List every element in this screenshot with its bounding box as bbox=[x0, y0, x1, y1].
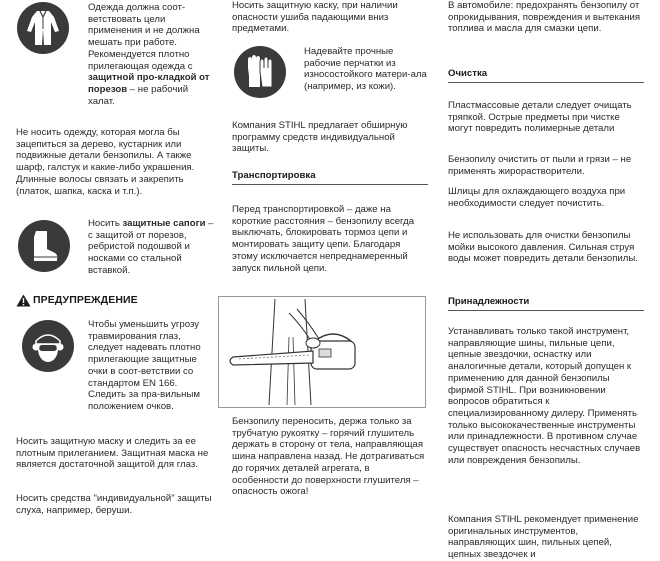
plastic-parts-paragraph: Пластмассовые детали следует очищать тряпкой. Острые предметы при чистке могут повредить полимерные детали bbox=[448, 100, 632, 135]
gloves-paragraph: Надевайте прочные рабочие перчатки из износостойкого матери-ала (например, из кожи). bbox=[304, 46, 427, 93]
face-mask-paragraph: Носить защитную маску и следить за ее плотным прилеганием. Защитная маска не является достаточной защитой для глаз. bbox=[16, 436, 209, 471]
accessories-paragraph: Устанавливать только такой инструмент, направляющие шины, пильные цепи, цепные звездочки, оснастку или аналогичные детали, который допущен к применению для данной бензопилы фирмой STIHL. При возникновении вопросов обратиться к специализированному дилеру. Применять только высококачественные инструменты или принадлежности. В противном случае существует опасность несчастных случаев или повреждения бензопилы. bbox=[448, 326, 641, 466]
helmet-paragraph: Носить защитную каску, при наличии опасности ушиба падающими вниз предметами. bbox=[232, 0, 398, 35]
clothing-paragraph: Одежда должна соот-ветствовать цели применения и не должна мешать при работе. Рекомендуется плотно прилегающая одежда с защитной про-кладкой от порезов – не рабочий халат. bbox=[88, 2, 210, 107]
dust-paragraph: Бензопилу очистить от пыли и грязи – не применять жирорастворители. bbox=[448, 154, 632, 177]
carry-paragraph: Бензопилу переносить, держа только за трубчатую рукоятку – горячий глушитель держать в сторону от тела, направляющая шина направлена назад. Не дотрагиваться до горячих деталей агрегата, в особенности до поверхности глушителя – опасность ожога! bbox=[232, 416, 425, 498]
transport-paragraph: Перед транспортировкой – даже на короткие расстояния – бензопилу всегда выключать, блокировать тормоз цепи и монтировать защиту цепи. Благодаря этому исключается непреднамеренный запуск пильной цепи. bbox=[232, 204, 415, 274]
stihl-protection-paragraph: Компания STIHL предлагает обширную программу средств индивидуальной защиты. bbox=[232, 120, 408, 155]
hearing-protection-paragraph: Носить средства "индивидуальной" защиты слуха, например, беруши. bbox=[16, 493, 212, 516]
transport-heading: Транспортировка bbox=[232, 170, 428, 185]
face-protection-icon bbox=[22, 320, 74, 372]
safety-boots-icon bbox=[18, 220, 70, 272]
carry-chainsaw-illustration bbox=[218, 296, 426, 408]
warning-triangle-icon bbox=[16, 294, 31, 307]
work-gloves-icon bbox=[234, 46, 286, 98]
boots-paragraph: Носить защитные сапоги – с защитой от порезов, ребристой подошвой и носками со стальной вставкой. bbox=[88, 218, 214, 276]
warning-label: ПРЕДУПРЕЖДЕНИЕ bbox=[16, 294, 138, 307]
pressure-washer-paragraph: Не использовать для очистки бензопилы мойки высокого давления. Сильная струя воды может повредить детали бензопилы. bbox=[448, 230, 638, 265]
eye-protection-paragraph: Чтобы уменьшить угрозу травмирования глаз, следует надевать плотно прилегающие защитные очки в соот-ветствии со стандартом EN 166. Следить за пра-вильным положением очков. bbox=[88, 319, 201, 412]
no-loose-clothing-paragraph: Не носить одежду, которая могла бы зацепиться за дерево, кустарник или подвижные детали бензопилы. А также шарф, галстук и какие-либо украшения. Длинные волосы связать и закрепить (платок, шапка, каска и т.п.). bbox=[16, 127, 195, 197]
cleaning-heading: Очистка bbox=[448, 68, 644, 83]
stihl-recommend-paragraph: Компания STIHL рекомендует применение оригинальных инструментов, направляющих шин, пильных цепей, цепных звездочек и bbox=[448, 514, 639, 561]
car-transport-paragraph: В автомобиле: предохранять бензопилу от опрокидывания, повреждения и вытекания топлива и масла для смазки цепи. bbox=[448, 0, 641, 35]
protective-suit-icon bbox=[17, 2, 69, 54]
accessories-heading: Принадлежности bbox=[448, 296, 644, 311]
cooling-slots-paragraph: Шлицы для охлаждающего воздуха при необходимости следует почистить. bbox=[448, 186, 626, 209]
